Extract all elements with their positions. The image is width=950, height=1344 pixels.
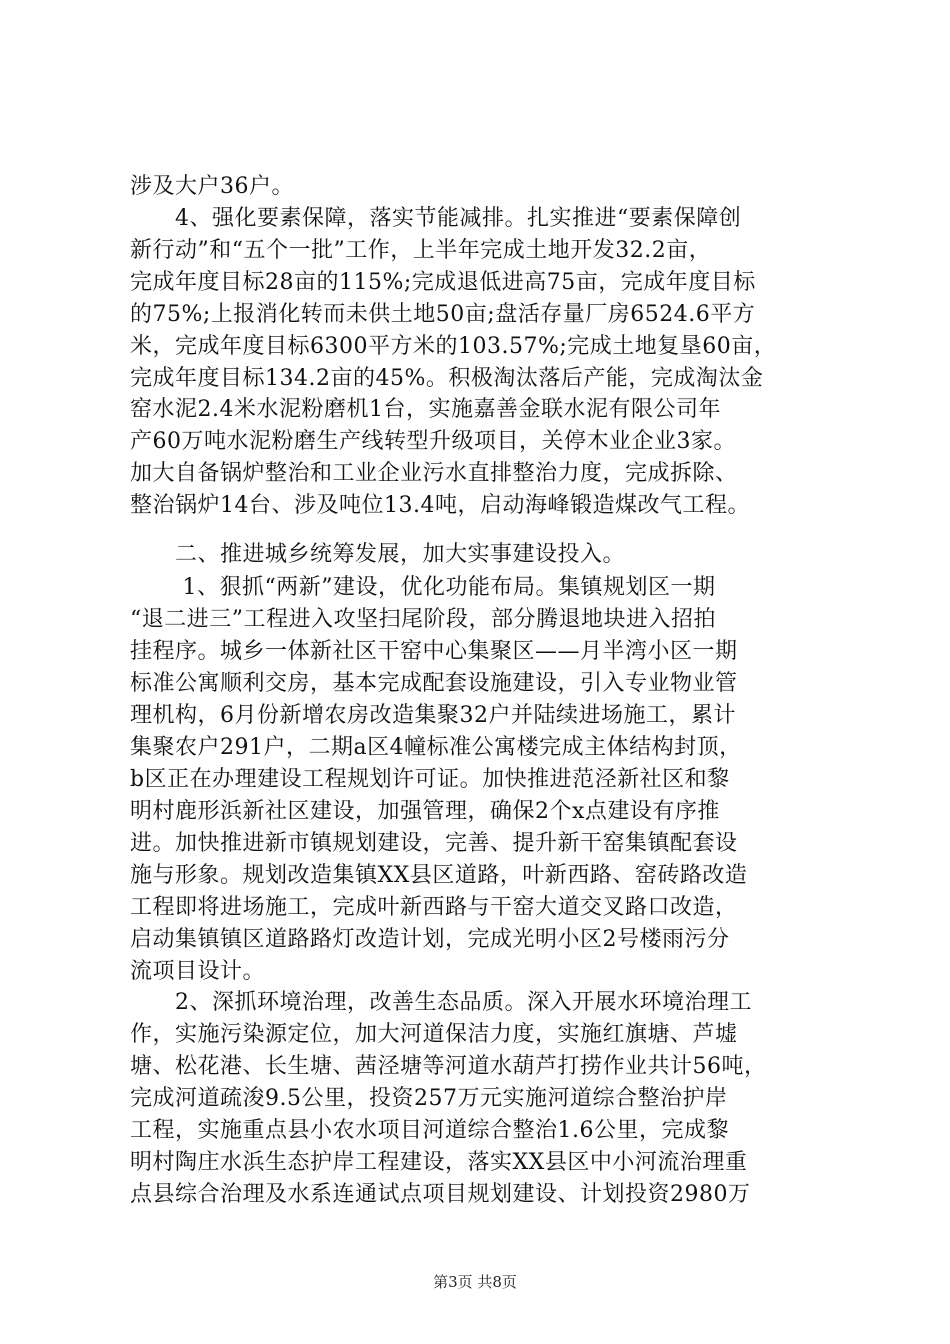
text-line: 流项目设计。 [130,959,266,984]
text-line: 米，完成年度目标6300平方米的103.57%;完成土地复垦60亩， [130,334,777,359]
text-line: 完成河道疏浚9.5公里，投资257万元实施河道综合整治护岸 [130,1086,728,1111]
text-line: 挂程序。城乡一体新社区干窑中心集聚区——月半湾小区一期 [130,639,738,664]
text-line: 作，实施污染源定位，加大河道保洁力度，实施红旗塘、芦墟 [130,1022,738,1047]
text-line: 加大自备锅炉整治和工业企业污水直排整治力度，完成拆除、 [130,461,738,486]
text-line: 工程即将进场施工，完成叶新西路与干窑大道交叉路口改造， [130,895,738,920]
text-line: 施与形象。规划改造集镇XX县区道路，叶新西路、窑砖路改造 [130,863,748,888]
text-line: 进。加快推进新市镇规划建设，完善、提升新干窑集镇配套设 [130,831,738,856]
text-line: 1、狠抓“两新”建设，优化功能布局。集镇规划区一期 [130,575,716,600]
text-line: 标准公寓顺利交房，基本完成配套设施建设，引入专业物业管 [130,671,738,696]
text-line: 涉及大户36户。 [130,174,294,199]
text-line: “退二进三”工程进入攻坚扫尾阶段，部分腾退地块进入招拍 [130,607,716,632]
text-line: 启动集镇镇区道路路灯改造计划，完成光明小区2号楼雨污分 [130,927,730,952]
page-footer: 第3页 共8页 [433,1273,517,1291]
text-line: 理机构，6月份新增农房改造集聚32户并陆续进场施工，累计 [130,703,736,728]
section-heading: 二、推进城乡统筹发展，加大实事建设投入。 [130,542,626,567]
text-line: b区正在办理建设工程规划许可证。加快推进范泾新社区和黎 [130,767,730,792]
text-line: 明村陶庄水浜生态护岸工程建设，落实XX县区中小河流治理重 [130,1150,748,1175]
text-line: 4、强化要素保障，落实节能减排。扎实推进“要素保障创 [130,206,742,231]
text-line: 塘、松花港、长生塘、茜泾塘等河道水葫芦打捞作业共计56吨， [130,1054,767,1079]
text-line: 2、深抓环境治理，改善生态品质。深入开展水环境治理工 [130,990,752,1015]
text-line: 点县综合治理及水系连通试点项目规划建设、计划投资2980万 [130,1182,751,1207]
text-line: 完成年度目标28亩的115%;完成退低进高75亩，完成年度目标 [130,270,756,295]
text-line: 的75%;上报消化转而未供土地50亩;盘活存量厂房6524.6平方 [130,302,756,327]
text-line: 产60万吨水泥粉磨生产线转型升级项目，关停木业企业3家。 [130,429,736,454]
text-line: 新行动”和“五个一批”工作，上半年完成土地开发32.2亩， [130,238,712,263]
text-line: 整治锅炉14台、涉及吨位13.4吨，启动海峰锻造煤改气工程。 [130,493,750,518]
text-line: 工程，实施重点县小农水项目河道综合整治1.6公里，完成黎 [130,1118,729,1143]
text-line: 窑水泥2.4米水泥粉磨机1台，实施嘉善金联水泥有限公司年 [130,397,721,422]
text-line: 集聚农户291户，二期a区4幢标准公寓楼完成主体结构封顶， [130,735,742,760]
text-line: 完成年度目标134.2亩的45%。积极淘汰落后产能，完成淘汰金 [130,366,764,391]
text-line: 明村鹿形浜新社区建设，加强管理，确保2个x点建设有序推 [130,799,720,824]
